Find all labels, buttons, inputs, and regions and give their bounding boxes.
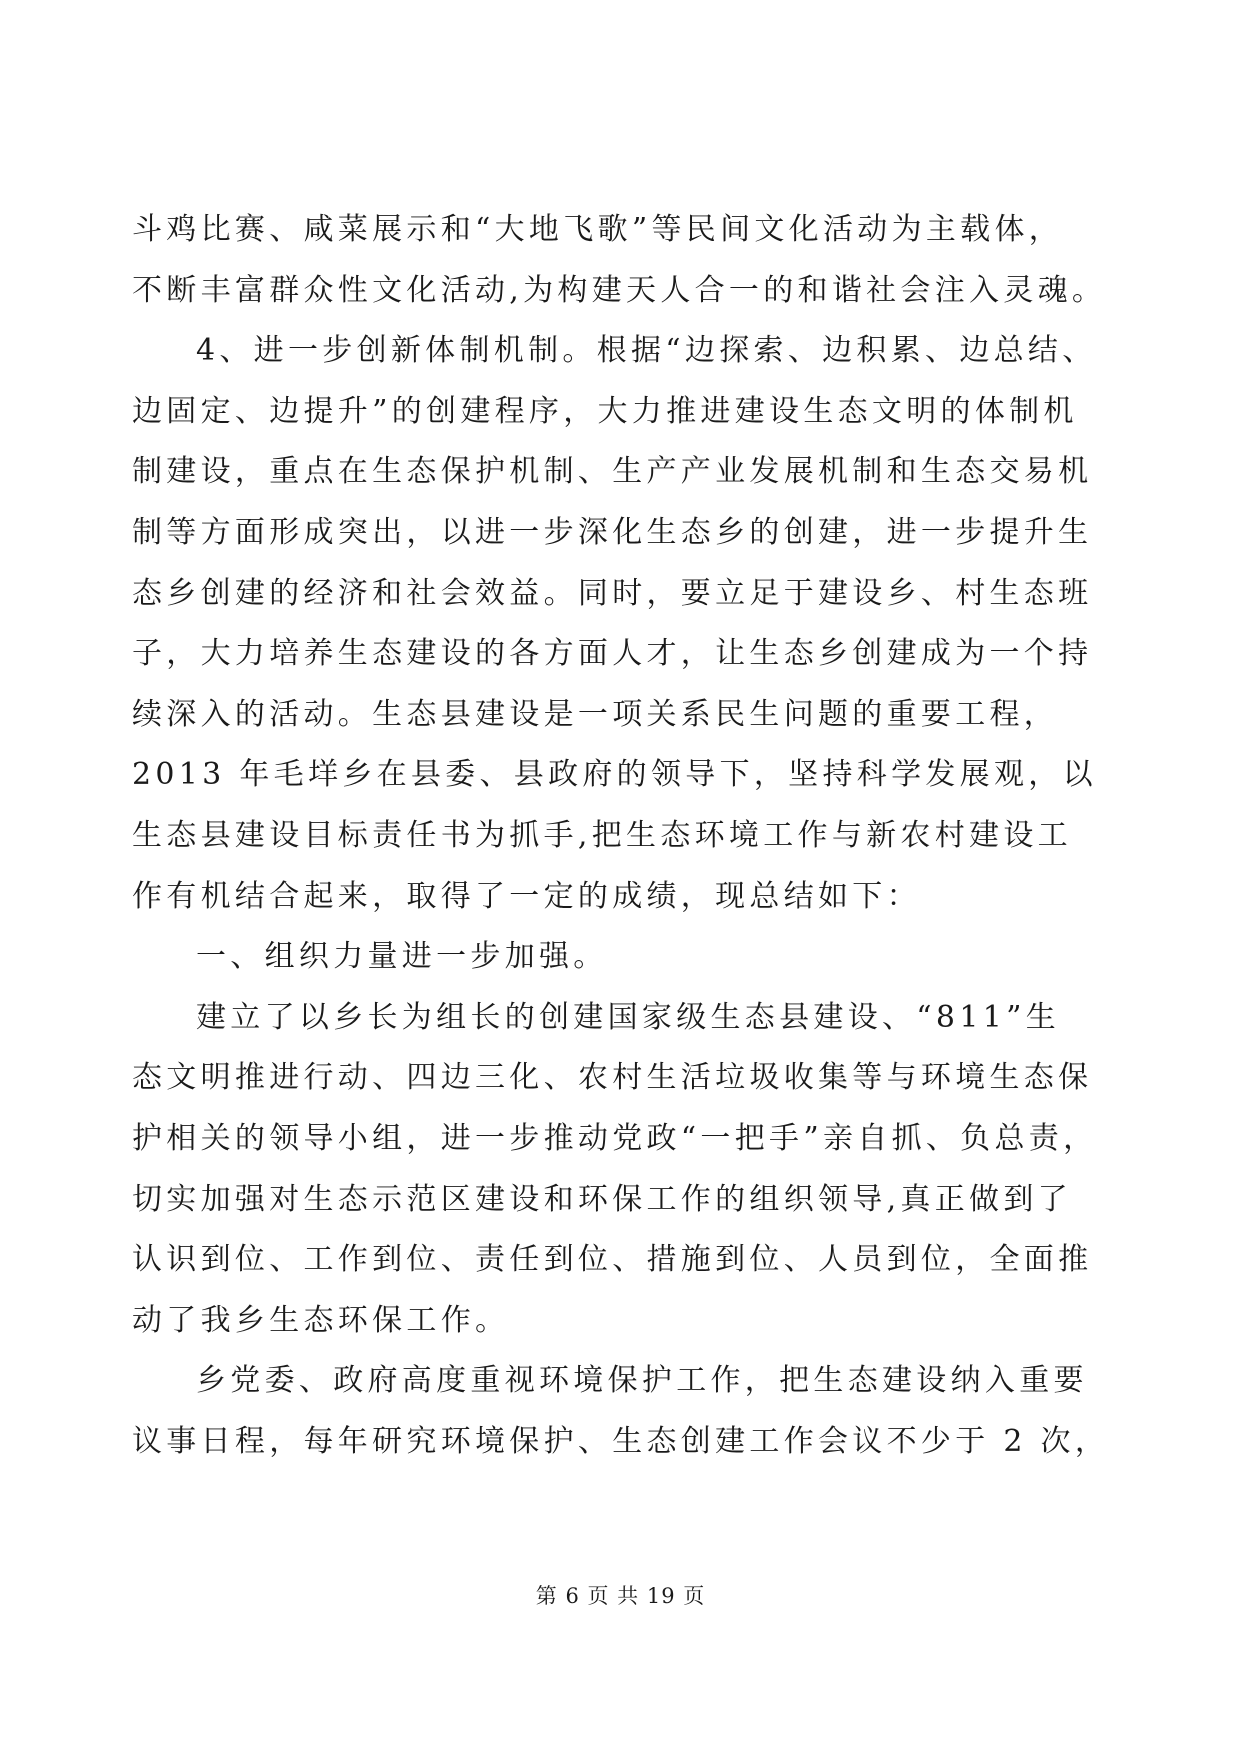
text-line: 子，大力培养生态建设的各方面人才，让生态乡创建成为一个持	[132, 636, 1093, 672]
text-line: 认识到位、工作到位、责任到位、措施到位、人员到位，全面推	[132, 1242, 1093, 1278]
text-line: 动了我乡生态环保工作。	[132, 1302, 510, 1338]
text-line: 生态县建设目标责任书为抓手,把生态环境工作与新农村建设工	[132, 817, 1072, 853]
text-line: 斗鸡比赛、咸菜展示和“大地飞歌”等民间文化活动为主载体，	[132, 212, 1064, 247]
text-line: 制等方面形成突出，以进一步深化生态乡的创建，进一步提升生	[132, 514, 1093, 550]
text-line: 续深入的活动。生态县建设是一项关系民生问题的重要工程，	[132, 696, 1059, 732]
text-line: 建立了以乡长为组长的创建国家级生态县建设、“811”生	[196, 999, 1061, 1035]
text-line: 2013 年毛垟乡在县委、县政府的领导下，坚持科学发展观，以	[132, 757, 1097, 793]
page-number-footer: 第 6 页 共 19 页	[535, 1584, 706, 1608]
text-line: 制建设，重点在生态保护机制、生产产业发展机制和生态交易机	[132, 454, 1093, 490]
text-line: 态文明推进行动、四边三化、农村生活垃圾收集等与环境生态保	[132, 1060, 1093, 1096]
text-line: 护相关的领导小组，进一步推动党政“一把手”亲自抓、负总责，	[132, 1120, 1098, 1156]
text-line: 态乡创建的经济和社会效益。同时，要立足于建设乡、村生态班	[132, 575, 1093, 611]
text-line: 议事日程，每年研究环境保护、生态创建工作会议不少于 2 次，	[132, 1423, 1110, 1459]
text-line: 边固定、边提升”的创建程序，大力推进建设生态文明的体制机	[132, 393, 1078, 429]
section-heading: 一、组织力量进一步加强。	[196, 939, 608, 975]
text-line: 乡党委、政府高度重视环境保护工作，把生态建设纳入重要	[196, 1363, 1088, 1399]
text-line: 切实加强对生态示范区建设和环保工作的组织领导,真正做到了	[132, 1181, 1072, 1217]
document-body	[132, 200, 1110, 1472]
text-line: 4、进一步创新体制机制。根据“边探索、边积累、边总结、	[196, 333, 1097, 369]
text-line: 作有机结合起来，取得了一定的成绩，现总结如下：	[132, 878, 921, 914]
text-line: 不断丰富群众性文化活动,为构建天人合一的和谐社会注入灵魂。	[132, 272, 1107, 308]
